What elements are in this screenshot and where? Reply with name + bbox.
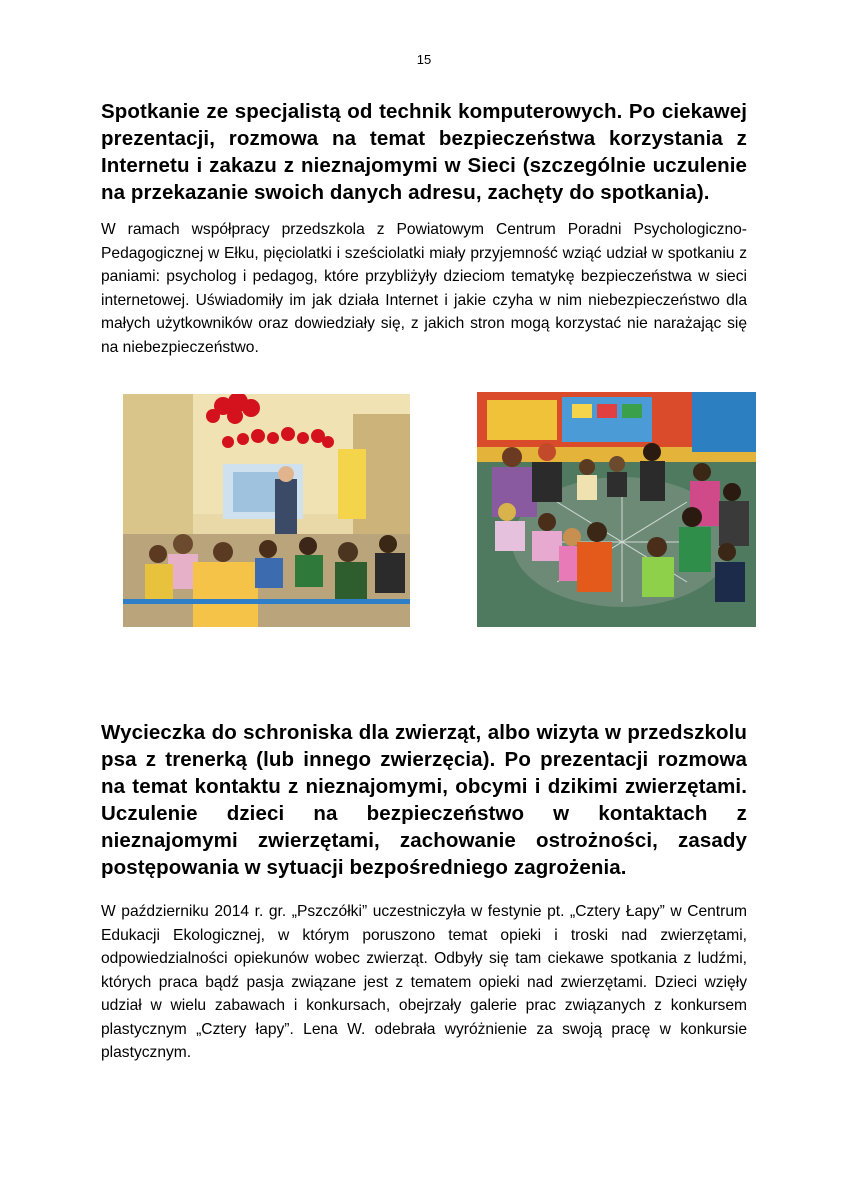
- section-heading-animal-shelter: Wycieczka do schroniska dla zwierząt, albo wizyta w przedszkolu psa z trenerką (lub innego zwierzęcia). Po prezentacji rozmowa na temat kontaktu z nieznajomymi, obcymi i dzikimi zwierzętami. Uczulenie dzieci na bezpieczeństwo w kontaktach z nieznajomymi zwierzętami, zachowanie ostrożności, zasady postępowania w sytuacji bezpośredniego zagrożenia.: [101, 721, 747, 879]
- section-heading-computer-specialist: Spotkanie ze specjalistą od technik komputerowych. Po ciekawej prezentacji, rozmowa na temat bezpieczeństwa korzystania z Internetu i zakazu z nieznajomymi w Sieci (szczególnie uczulenie na przekazanie swoich danych adresu, zachęty do spotkania).: [101, 100, 747, 204]
- section-body-internet-safety: W ramach współpracy przedszkola z Powiatowym Centrum Poradni Psychologiczno-Pedagogicznej w Ełku, pięciolatki i sześciolatki miały przyjemność wziąć udział w spotkaniu z paniami: psycholog i pedagog, które przybliżyły dzieciom tematykę bezpieczeństwa w sieci internetowej. Uświadomiły im jak działa Internet i jakie czyha w nim niebezpieczeństwo dla małych użytkowników oraz dowiedziały się, z jakich stron mogą korzystać nie narażając się na niebezpieczeństwo.: [101, 221, 747, 356]
- photo-presentation-classroom: [123, 394, 410, 627]
- page-number: 15: [416, 52, 432, 67]
- section-body-festival: W październiku 2014 r. gr. „Pszczółki” uczestniczyła w festynie pt. „Cztery Łapy” w Centrum Edukacji Ekologicznej, w którym poruszono temat opieki i troski nad zwierzętami, odpowiedzialności opiekunów wobec zwierząt. Odbyły się tam ciekawe spotkania z ludźmi, których praca bądź pasja związane jest z tematem opieki nad zwierzętami. Dzieci wzięły udział w wielu zabawach i konkursach, obejrzały galerie prac związanych z konkursem plastycznym „Cztery łapy”. Lena W. odebrała wyróżnienie za swoją pracę w konkursie plastycznym.: [101, 903, 747, 1061]
- photo-children-circle: [477, 392, 756, 627]
